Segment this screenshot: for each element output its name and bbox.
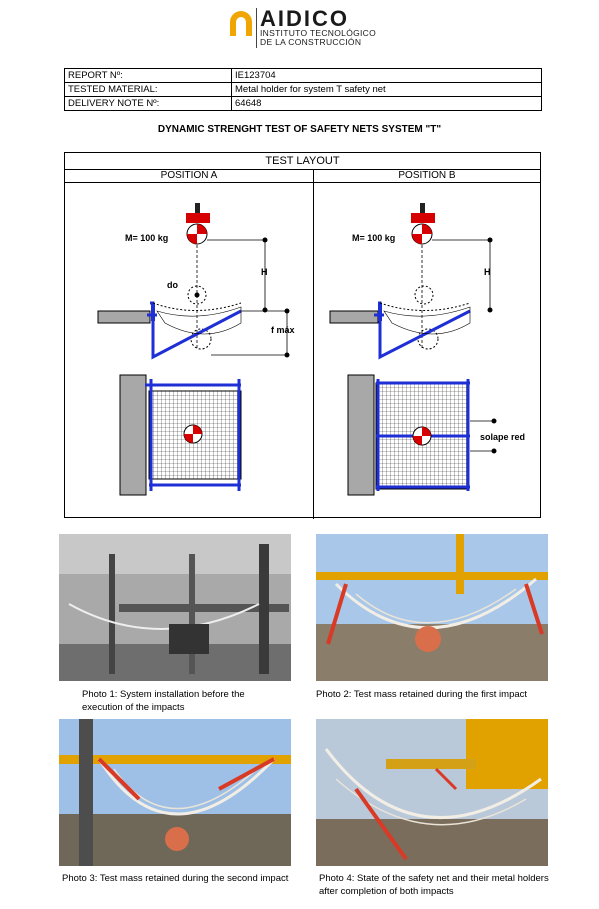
logo-icon [226,8,256,38]
mass-label: M= 100 kg [125,233,169,243]
photo-3-image [59,719,291,866]
delivery-note-label: DELIVERY NOTE Nº: [65,97,232,111]
photo-1-caption: Photo 1: System installation before the execution of the impacts [82,689,245,713]
report-number-label: REPORT Nº: [65,69,232,83]
document-title: DYNAMIC STRENGHT TEST OF SAFETY NETS SYSTEM "T" [157,124,442,135]
test-mass-icon [186,203,210,244]
photo-4-image [316,719,548,866]
position-a-diagram [65,183,313,519]
logo-divider [256,8,257,48]
photo-3-caption: Photo 3: Test mass retained during the second impact [62,873,289,884]
photo-2-image [316,534,548,681]
photo-2 [316,534,548,681]
photo-4-caption: Photo 4: State of the safety net and their metal holders after completion of both impacts [319,873,549,897]
test-mass-icon [411,203,435,244]
impact-point-icon [184,425,202,443]
table-row [65,83,542,97]
brand-name: AIDICO [260,6,349,31]
fmax-label: f máx [271,325,295,335]
h-label: H [261,267,268,277]
test-layout-panel [64,152,541,518]
position-b-heading: POSITION B [314,169,540,183]
mass-label: M= 100 kg [352,233,396,243]
photo-4 [316,719,548,866]
tested-material-value: Metal holder for system T safety net [232,83,542,97]
test-layout-heading: TEST LAYOUT [65,153,540,170]
photo-1-image [59,534,291,681]
position-a-heading: POSITION A [65,169,313,183]
brand-subtitle-1: INSTITUTO TECNOLÓGICO [260,28,377,38]
overlap-label: solape red [480,432,526,442]
photo-1 [59,534,291,681]
aidico-logo [226,6,376,56]
impact-point-icon [413,427,431,445]
do-label: do [167,280,178,290]
photo-2-caption: Photo 2: Test mass retained during the first impact [316,689,528,700]
table-row [65,69,542,83]
h-label: H [484,267,491,277]
report-number-value: IE123704 [232,69,542,83]
table-row [65,97,542,111]
delivery-note-value: 64648 [232,97,542,111]
brand-subtitle-2: DE LA CONSTRUCCIÓN [260,37,362,47]
position-b-diagram [314,183,540,519]
photo-3 [59,719,291,866]
tested-material-label: TESTED MATERIAL: [65,83,232,97]
report-info-table [64,68,542,111]
